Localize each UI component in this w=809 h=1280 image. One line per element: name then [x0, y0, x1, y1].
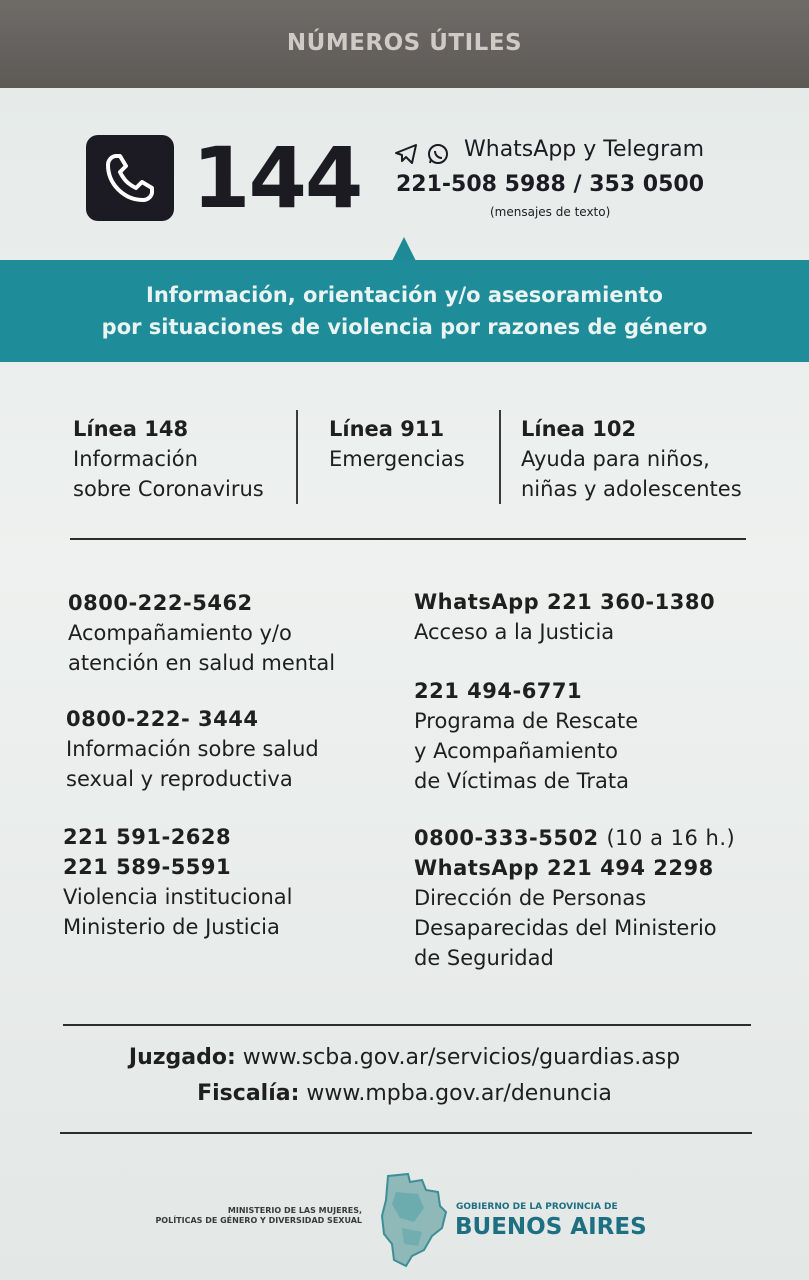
banner-line-2: por situaciones de violencia por razones de género: [101, 315, 708, 339]
line-title: Línea 911: [329, 417, 445, 441]
whatsapp-icon: [429, 145, 447, 163]
header-bar: [0, 0, 809, 88]
column-divider: [296, 410, 298, 504]
phone-handset-icon: [100, 148, 160, 208]
line-102: [521, 414, 742, 504]
contact-violencia-institucional: [63, 822, 293, 942]
contact-desc: Acompañamiento y/o atención en salud mental: [68, 621, 336, 675]
ministry-line-1: MINISTERIO DE LAS MUJERES,: [227, 1206, 362, 1215]
contact-salud-mental: [68, 588, 335, 678]
contact-number: 221 591-2628 221 589-5591: [63, 825, 232, 879]
juzgado-label: Juzgado:: [128, 1045, 236, 1070]
contact-desc: Violencia institucional Ministerio de Justicia: [63, 885, 293, 939]
line-desc: Ayuda para niños, niñas y adolescentes: [521, 447, 742, 501]
juzgado-link[interactable]: www.scba.gov.ar/servicios/guardias.asp: [242, 1045, 681, 1070]
contact-desc: Acceso a la Justicia: [414, 620, 615, 644]
fiscalia-label: Fiscalía:: [197, 1081, 300, 1106]
contact-number: 221 494-6771: [414, 679, 583, 703]
line-title: Línea 102: [521, 417, 637, 441]
contact-hours: (10 a 16 h.): [606, 826, 736, 850]
line-desc: Información sobre Coronavirus: [73, 447, 264, 501]
contact-desc: Información sobre salud sexual y reproductiva: [66, 737, 319, 791]
messaging-numbers: 221-508 5988 / 353 0500: [396, 172, 705, 197]
contact-whatsapp: WhatsApp 221 494 2298: [414, 856, 714, 880]
contact-number: 0800-222- 3444: [66, 707, 259, 731]
line-title: Línea 148: [73, 417, 189, 441]
line-148: [73, 414, 264, 504]
contact-personas-desaparecidas: [414, 823, 735, 973]
contact-number: WhatsApp 221 360-1380: [414, 590, 716, 614]
links-block: [0, 1040, 809, 1112]
column-divider: [499, 410, 501, 504]
phone-icon-box: [86, 135, 174, 221]
banner-line-1: Información, orientación y/o asesoramiento: [146, 283, 663, 307]
divider: [60, 1132, 752, 1134]
banner-pointer: [392, 237, 416, 261]
messaging-apps-label: WhatsApp y Telegram: [464, 137, 705, 162]
divider: [70, 538, 746, 540]
contact-number: 0800-222-5462: [68, 591, 253, 615]
contact-desc: Dirección de Personas Desaparecidas del Ministerio de Seguridad: [414, 886, 717, 970]
government-label: GOBIERNO DE LA PROVINCIA DE: [456, 1202, 618, 1212]
messaging-icons: [394, 141, 454, 167]
page-title: NÚMEROS ÚTILES: [286, 30, 523, 56]
line-desc: Emergencias: [329, 447, 465, 471]
messaging-note: (mensajes de texto): [490, 205, 611, 219]
contact-rescate-trata: [414, 676, 638, 796]
fiscalia-link[interactable]: www.mpba.gov.ar/denuncia: [306, 1081, 612, 1106]
juzgado-line: [0, 1040, 809, 1076]
fiscalia-line: [0, 1076, 809, 1112]
ministry-line-2: POLÍTICAS DE GÉNERO Y DIVERSIDAD SEXUAL: [155, 1216, 362, 1225]
telegram-icon: [396, 145, 416, 163]
hotline-number: 144: [192, 129, 362, 227]
contact-number-line: [414, 823, 735, 853]
divider: [63, 1024, 751, 1026]
contact-salud-sexual: [66, 704, 319, 794]
province-map-icon: [378, 1172, 448, 1268]
contact-desc: Programa de Rescate y Acompañamiento de Víctimas de Trata: [414, 709, 639, 793]
line-911: [329, 414, 465, 474]
banner-text: [0, 279, 809, 343]
province-name: BUENOS AIRES: [455, 1214, 647, 1240]
contact-number: 0800-333-5502: [414, 826, 599, 850]
ministry-name: [122, 1206, 362, 1226]
contact-acceso-justicia: [414, 587, 715, 647]
